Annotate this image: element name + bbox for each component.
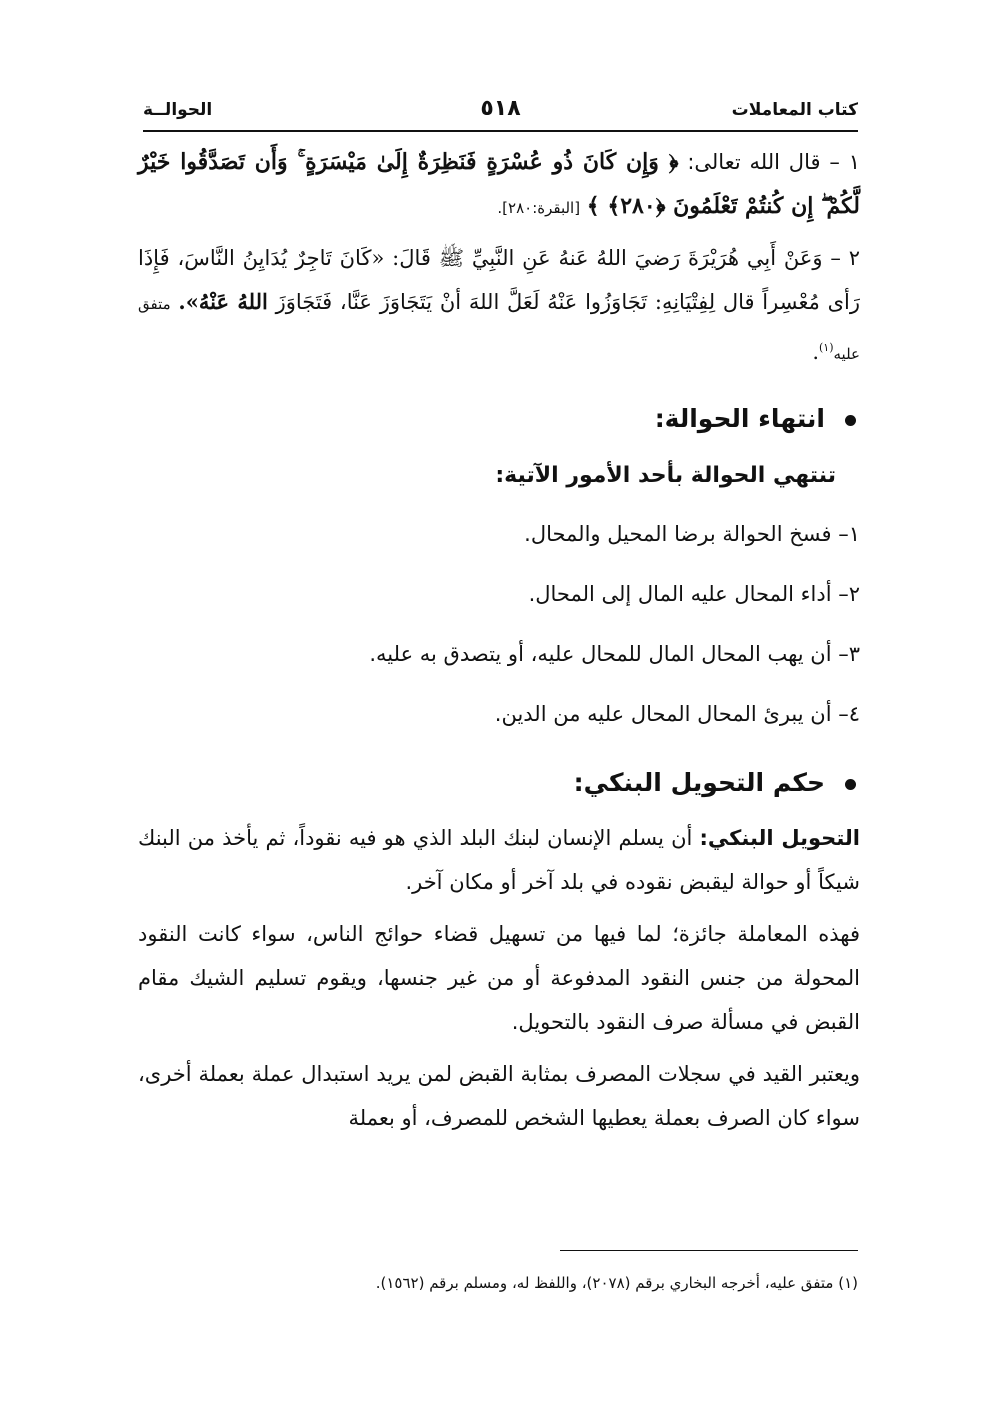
footnote-divider <box>560 1250 858 1251</box>
section-heading-end-of-hawala <box>138 390 860 448</box>
quran-verse-item <box>138 140 860 230</box>
definition-paragraph <box>138 816 860 904</box>
page-number: ٥١٨ <box>480 96 521 121</box>
hadith-text: وَعَنْ أَبِي هُرَيْرَةَ رَضيَ اللهُ عَنهُ عَنِ النَّبِيِّ ﷺ قَالَ: «كَانَ تَاجِرٌ يُدَايِنُ النَّاسَ، فَإِذَا رَأى مُعْسِراً قال لِفِتْيَانِهِ: تَجَاوَزُوا عَنْهُ لَعَلَّ اللهَ أنْ يَتَجَاوَزَ عَنَّا، فَتَجَاوَزَ <box>138 246 860 314</box>
hadith-source: متفق عليه <box>138 295 860 363</box>
bullet-icon <box>845 415 856 426</box>
quran-verse: ﴿ وَإِن كَانَ ذُو عُسْرَةٍ فَنَظِرَةٌ إِلَىٰ مَيْسَرَةٍ ۚ وَأَن تَصَدَّقُوا خَيْرٌ لَّكُمْ ۖ إِن كُنتُمْ تَعْلَمُونَ ﴿٢٨٠﴾ ﴾ <box>138 149 860 219</box>
definition-term: التحويل البنكي: <box>699 826 860 850</box>
paragraph: فهذه المعاملة جائزة؛ لما فيها من تسهيل قضاء حوائج الناس، سواء كانت النقود المحولة من جنس النقود المدفوعة أو من غير جنسها، ويقوم تسليم الشيك مقام القبض في مسألة صرف النقود بالتحويل. <box>138 922 860 1034</box>
section-heading-bank-transfer <box>138 754 860 812</box>
footnote: (١) متفق عليه، أخرجه البخاري برقم (٢٠٧٨)، واللفظ له، ومسلم برقم (١٥٦٢). <box>375 1274 858 1292</box>
paragraph: ويعتبر القيد في سجلات المصرف بمثابة القبض لمن يريد استبدال عملة بعملة أخرى، سواء كان الصرف بعملة يعطيها الشخص للمصرف، أو بعملة <box>138 1062 860 1130</box>
hadith-item <box>138 236 860 376</box>
list-item: ٤– أن يبرئ المحال المحال عليه من الدين. <box>494 702 860 726</box>
footnote-marker: (١) <box>819 341 834 354</box>
item-number: ٢ – <box>830 246 860 270</box>
verse-intro: قال الله تعالى: <box>687 150 821 174</box>
verse-reference: [البقرة:٢٨٠]. <box>497 199 581 217</box>
section-subtitle: تنتهي الحوالة بأحد الأمور الآتية: <box>495 463 836 488</box>
section-title: حكم التحويل البنكي: <box>573 768 825 797</box>
book-title: كتاب المعاملات <box>731 100 858 120</box>
item-number: ١ – <box>829 150 860 174</box>
page-header <box>143 92 858 128</box>
list-item: ١– فسخ الحوالة برضا المحيل والمحال. <box>524 522 860 546</box>
chapter-title: الحوالــة <box>143 100 213 120</box>
list-item: ٣– أن يهب المحال المال للمحال عليه، أو يتصدق به عليه. <box>369 642 860 666</box>
definition-text: أن يسلم الإنسان لبنك البلد الذي هو فيه نقوداً، ثم يأخذ من البنك شيكاً أو حوالة ليقبض نقوده في بلد آخر أو مكان آخر. <box>138 826 860 894</box>
hadith-end-dot: . <box>812 340 819 364</box>
header-divider <box>143 130 858 132</box>
hadith-end: اللهُ عَنْهُ». <box>178 289 268 314</box>
section-title: انتهاء الحوالة: <box>654 404 825 433</box>
list-item: ٢– أداء المحال عليه المال إلى المحال. <box>528 582 860 606</box>
page-content <box>138 140 860 1140</box>
bullet-icon <box>845 779 856 790</box>
